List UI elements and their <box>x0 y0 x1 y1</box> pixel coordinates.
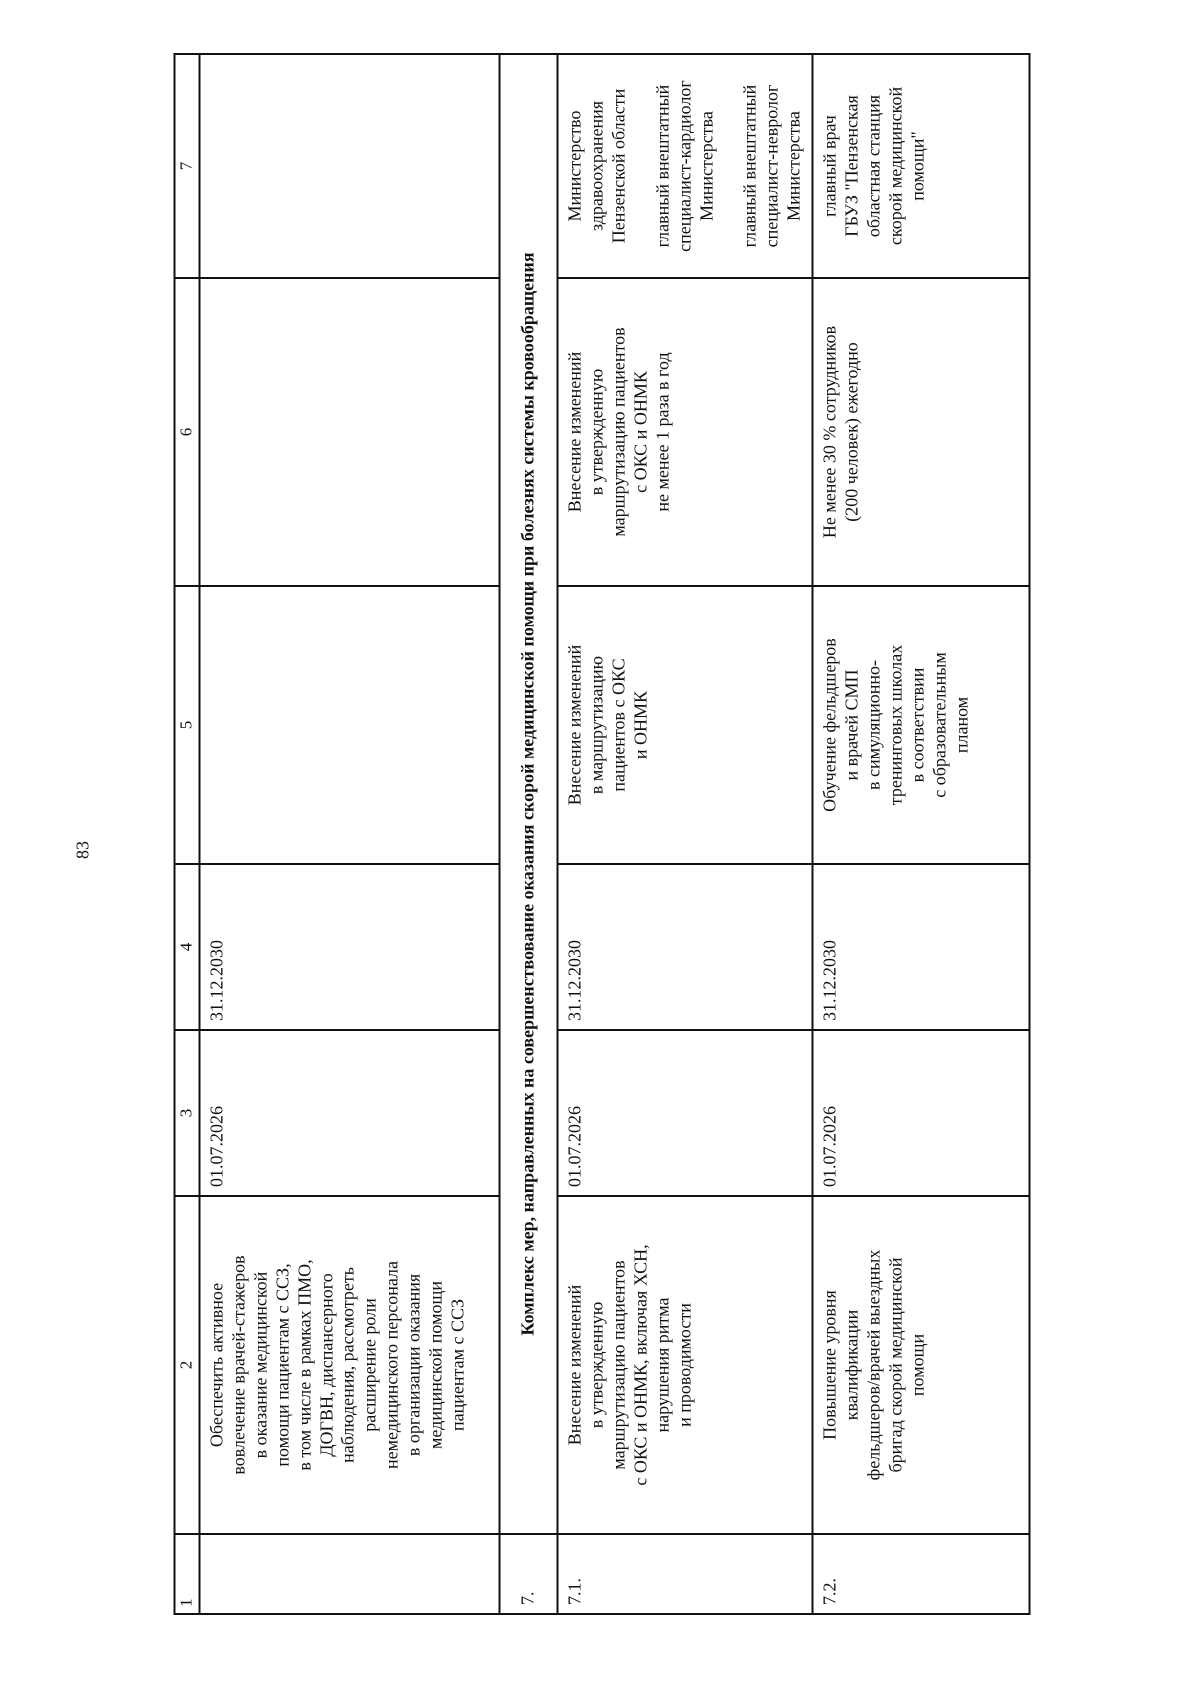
col-number-1: 1 <box>174 1534 199 1614</box>
measures-table <box>173 53 1030 1615</box>
responsible-cell <box>557 54 813 278</box>
start-date-cell: 01.07.2026 <box>557 1030 813 1196</box>
result-cell: Внесение изменений в маршрутизацию пациентов с ОКС и ОНМК <box>557 586 813 864</box>
measure-cell: Обеспечить активное вовлечение врачей-стажеров в оказание медицинской помощи пациентам с ССЗ, в том числе в рамках ПМО, ДОГВН, диспансерного наблюдения, рассмотреть расширение роли немедицинского персонала в организации оказания медицинской помощи пациентам с ССЗ <box>199 1196 499 1534</box>
responsible-neurologist: главный внештатный специалист-невролог Министерства <box>739 84 804 248</box>
rotated-table-sheet <box>173 55 1030 1615</box>
table-rotation-wrapper <box>173 55 1030 1615</box>
indicator-cell: Не менее 30 % сотрудников (200 человек) ежегодно <box>812 278 1029 586</box>
responsible-cell <box>812 54 1029 278</box>
row-number-cell <box>199 1534 499 1614</box>
start-date-cell: 01.07.2026 <box>812 1030 1029 1196</box>
measure-cell: Повышение уровня квалификации фельдшеров/врачей выездных бригад скорой медицинской помощи <box>812 1196 1029 1534</box>
table-row-7-2 <box>812 54 1029 1614</box>
responsible-spacer <box>717 63 739 269</box>
table-row-continuation <box>199 54 499 1614</box>
start-date-cell: 01.07.2026 <box>199 1030 499 1196</box>
col-number-6: 6 <box>174 278 199 586</box>
result-cell <box>199 586 499 864</box>
responsible-cardiologist: главный внештатный специалист-кардиолог Министерства <box>651 80 716 252</box>
section-title: Комплекс мер, направленных на совершенствование оказания скорой медицинской помощи при болезнях системы кровообращения <box>499 54 557 1534</box>
page-number-container <box>68 835 98 865</box>
responsible-ambulance-chief: главный врач ГБУЗ "Пензенская областная станция скорой медицинской помощи" <box>819 86 928 246</box>
col-number-5: 5 <box>174 586 199 864</box>
col-number-3: 3 <box>174 1030 199 1196</box>
indicator-cell: Внесение изменений в утвержденную маршрутизацию пациентов с ОКС и ОНМК не менее 1 раза в год <box>557 278 813 586</box>
row-number-cell: 7.1. <box>557 1534 813 1614</box>
page-number: 83 <box>72 841 93 859</box>
measure-cell: Внесение изменений в утвержденную маршрутизацию пациентов с ОКС и ОНМК, включая ХСН, нарушения ритма и проводимости <box>557 1196 813 1534</box>
col-number-4: 4 <box>174 864 199 1030</box>
table-row-7-1 <box>557 54 813 1614</box>
col-number-2: 2 <box>174 1196 199 1534</box>
row-number-cell: 7.2. <box>812 1534 1029 1614</box>
responsible-spacer <box>630 63 652 269</box>
indicator-cell <box>199 278 499 586</box>
responsible-cell <box>199 54 499 278</box>
end-date-cell: 31.12.2030 <box>557 864 813 1030</box>
section-number: 7. <box>499 1534 557 1614</box>
col-number-7: 7 <box>174 54 199 278</box>
section-header-row <box>499 54 557 1614</box>
responsible-ministry: Министерство здравоохранения Пензенской области <box>563 88 628 244</box>
column-number-row <box>174 54 199 1614</box>
end-date-cell: 31.12.2030 <box>812 864 1029 1030</box>
end-date-cell: 31.12.2030 <box>199 864 499 1030</box>
result-cell: Обучение фельдшеров и врачей СМП в симуляционно- тренинговых школах в соответствии с образовательным планом <box>812 586 1029 864</box>
